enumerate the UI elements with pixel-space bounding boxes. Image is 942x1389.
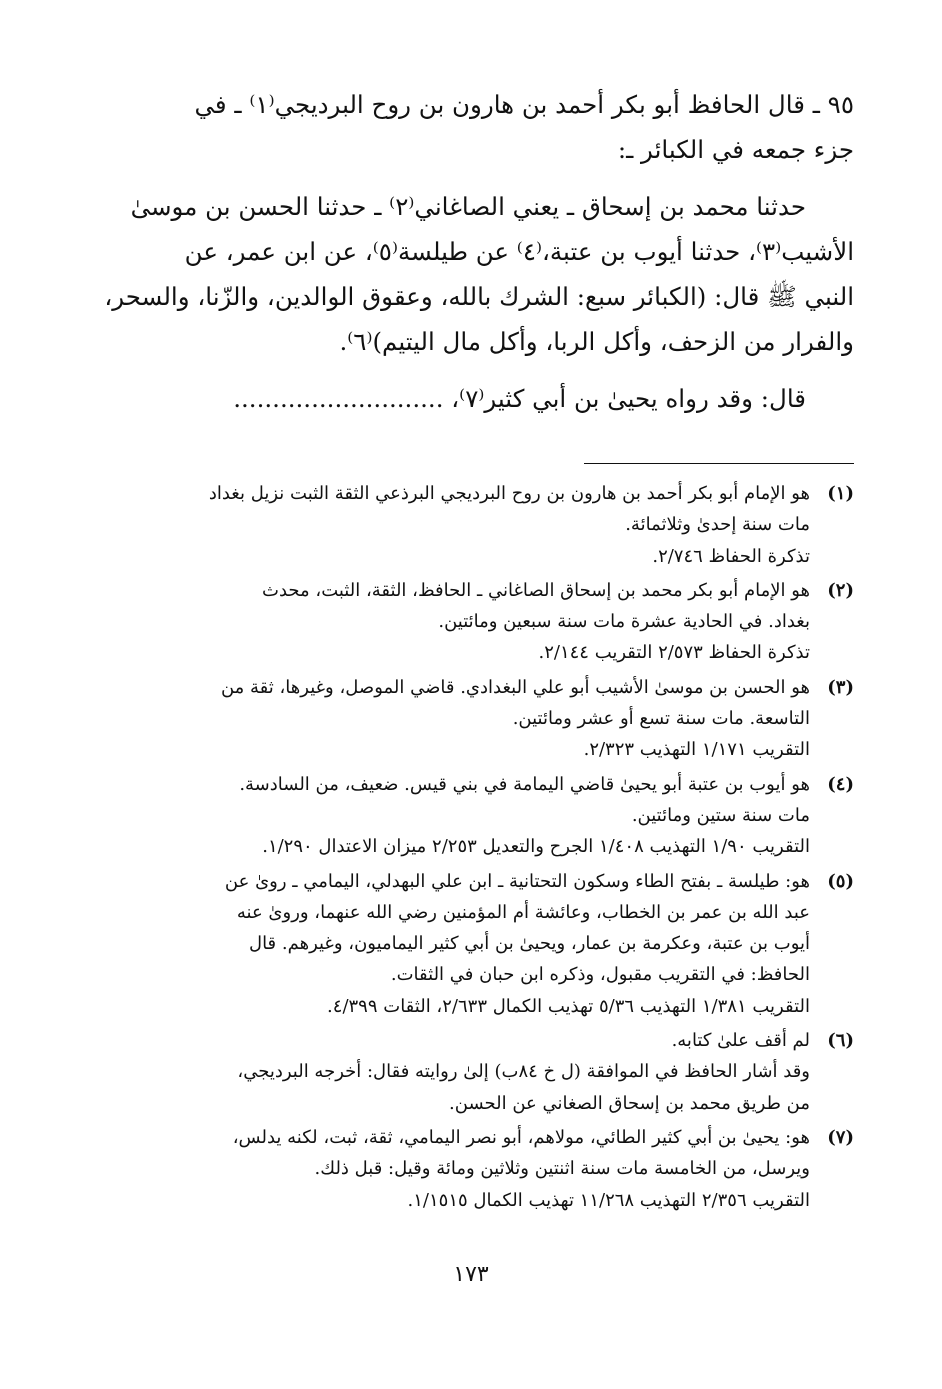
footnote-body [100, 866, 810, 1022]
hadith-isnad-paragraph [100, 184, 854, 364]
footnote-line: التقريب ١/٩٠ التهذيب ١/٤٠٨ الجرح والتعديل ٢/٢٥٣ ميزان الاعتدال ١/٢٩٠. [262, 836, 810, 858]
footnote-line: تذكرة الحفاظ ٢/٧٤٦. [652, 545, 810, 567]
footnote-body [100, 575, 810, 669]
footnote-body [100, 672, 810, 766]
footnote-line: هو: يحيىٰ بن أبي كثير الطائي، مولاهم، أبو نصر اليمامي، ثقة، ثبت، لكنه يدلس، [232, 1126, 810, 1148]
footnote-line: أيوب بن عتبة، وعكرمة بن عمار، ويحيىٰ بن أبي كثير اليماميون، وغيرهم. قال [248, 933, 810, 955]
footnote-line: من طريق محمد بن إسحاق الصغاني عن الحسن. [449, 1092, 810, 1114]
page-number: ١٧٣ [453, 1262, 489, 1287]
footnote-line: التقريب ٢/٣٥٦ التهذيب ١١/٢٦٨ تهذيب الكمال ١/١٥١٥. [407, 1189, 810, 1211]
heading-line-1: ٩٥ ـ قال الحافظ أبو بكر أحمد بن هارون بن روح البرديجي⁽١⁾ ـ في [194, 90, 854, 119]
footnote-line: هو الإمام أبو بكر أحمد بن هارون بن روح البرديجي البرذعي الثقة الثبت نزيل بغداد [208, 483, 810, 504]
footnote-line: التاسعة. مات سنة تسع أو عشر ومائتين. [512, 708, 810, 730]
footnote-number: (٢) [827, 579, 854, 601]
footnote-body [100, 1122, 810, 1216]
footnote-line: الحافظ: في التقريب مقبول، وذكره ابن حبان في الثقات. [390, 964, 810, 986]
footnote-2 [100, 575, 854, 669]
isnad-line: النبي ﷺ قال: (الكبائر سبع: الشرك بالله، وعقوق الوالدين، والزّنا، والسحر، [104, 282, 854, 311]
footnote-number: (٣) [827, 676, 854, 698]
footnote-4 [100, 769, 854, 863]
footnote-line: هو الحسن بن موسىٰ الأشيب أبو علي البغدادي. قاضي الموصل، وغيرها، ثقة من [220, 676, 810, 698]
footnote-number: (٧) [827, 1126, 854, 1148]
footnote-3 [100, 672, 854, 766]
footnote-line: بغداد. في الحادية عشرة مات سنة سبعين ومائتين. [438, 611, 810, 633]
footnote-line: لم أقف علىٰ كتابه. [671, 1030, 810, 1052]
narration-note-paragraph [100, 376, 854, 421]
footnote-line: عبد الله بن عمر بن الخطاب، وعائشة أم المؤمنين رضي الله عنهما، وروىٰ عنه [236, 901, 810, 923]
footnote-7 [100, 1122, 854, 1216]
footnote-line: ويرسل، من الخامسة مات سنة اثنتين وثلاثين ومائة وقيل: قبل ذلك. [314, 1158, 810, 1180]
footnote-line: وقد أشار الحافظ في الموافقة (ل خ ٨٤ب) إلىٰ روايته فقال: أخرجه البرديجي، [237, 1061, 810, 1083]
footnote-body [100, 769, 810, 863]
footnote-number: (٥) [827, 870, 854, 892]
isnad-line: الأشيب⁽٣⁾، حدثنا أيوب بن عتبة،⁽٤⁾ عن طيلسة⁽٥⁾، عن ابن عمر، عن [184, 237, 854, 266]
footnote-line: التقريب ١/١٧١ التهذيب ٢/٣٢٣. [583, 739, 810, 761]
footnote-number: (٦) [827, 1030, 854, 1052]
footnote-line: هو أيوب بن عتبة أبو يحيىٰ قاضي اليمامة في بني قيس. ضعيف، من السادسة. [239, 773, 810, 795]
footnote-line: هو الإمام أبو بكر محمد بن إسحاق الصاغاني ـ الحافظ، الثقة، الثبت، محدث [262, 579, 810, 601]
footnote-number: (٤) [827, 773, 854, 795]
footnote-line: تذكرة الحفاظ ٢/٥٧٣ التقريب ٢/١٤٤. [538, 642, 810, 664]
main-text [100, 82, 854, 421]
footnote-line: مات سنة ستين ومائتين. [631, 804, 810, 826]
footnote-number: (١) [827, 483, 854, 504]
footnote-line: مات سنة إحدىٰ وثلاثمائة. [625, 514, 810, 536]
footnote-body [100, 1025, 810, 1119]
heading-line-2: جزء جمعه في الكبائر ـ: [617, 135, 854, 164]
footnote-6 [100, 1025, 854, 1119]
footnote-separator [584, 463, 854, 464]
footnote-line: التقريب ١/٣٨١ التهذيب ٥/٣٦ تهذيب الكمال ٢/٦٣٣، الثقات ٤/٣٩٩. [327, 995, 810, 1017]
footnote-5 [100, 866, 854, 1022]
footnote-line: هو: طيلسة ـ بفتح الطاء وسكون التحتانية ـ ابن علي البهدلي، اليمامي ـ روىٰ عن [224, 870, 810, 892]
narration-note: قال: وقد رواه يحيىٰ بن أبي كثير⁽٧⁾، ........................... [233, 384, 806, 413]
hadith-heading [100, 82, 854, 172]
isnad-line: حدثنا محمد بن إسحاق ـ يعني الصاغاني⁽٢⁾ ـ حدثنا الحسن بن موسىٰ [130, 192, 806, 221]
footnote-1 [100, 478, 854, 572]
footnote-body [100, 478, 810, 572]
footnotes [100, 478, 854, 1216]
isnad-line: والفرار من الزحف، وأكل الربا، وأكل مال اليتيم)⁽٦⁾. [339, 327, 854, 356]
